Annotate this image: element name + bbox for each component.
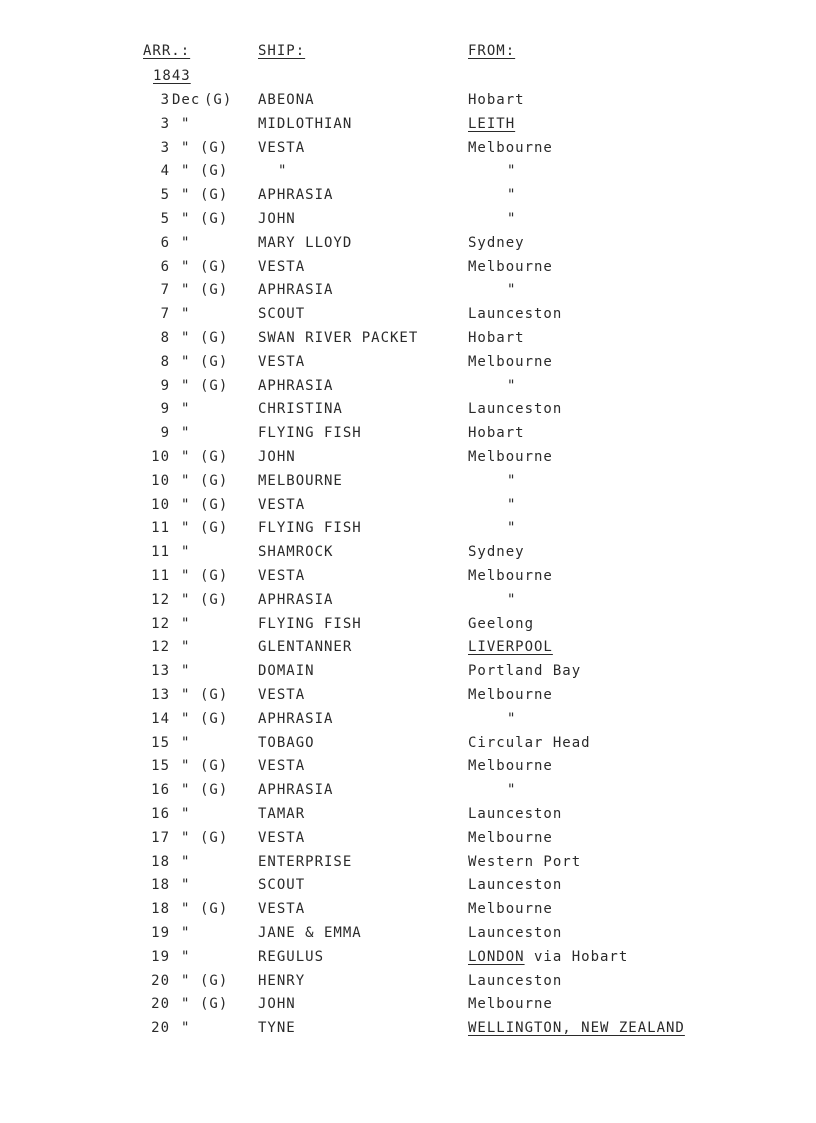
arrival-day: 5 [160,211,170,227]
origin-port [468,257,553,277]
origin-port-name: " [507,211,517,227]
origin-port-name: Launceston [468,306,563,323]
origin-port [468,852,581,872]
origin-port-name: " [507,472,517,489]
ship-name: APHRASIA [258,710,334,727]
arrival-day: 11 [151,568,170,584]
ship-name: HENRY [258,972,306,989]
arrival-row [0,1018,816,1042]
arrival-month: " [181,687,191,703]
arrival-month: " [181,544,191,561]
origin-port-name: Launceston [468,877,563,894]
origin-port [507,209,516,229]
arrival-day: 12 [151,639,170,656]
arrival-row [0,257,816,281]
origin-port [468,304,562,324]
government-flag: (G) [200,187,229,204]
origin-port-name: Melbourne [468,353,553,370]
arrival-month: " [181,211,191,227]
government-flag: (G) [200,710,229,727]
ship-name: VESTA [258,258,306,275]
arrival-day: 12 [151,615,170,632]
arrival-day: 9 [160,425,170,442]
government-flag: (G) [200,568,229,584]
government-flag: (G) [200,996,229,1013]
government-flag: (G) [204,92,233,108]
arrival-row [0,161,816,185]
arrival-month: " [181,925,191,941]
origin-port-name: " [507,782,517,799]
ship-name: MARY LLOYD [258,234,353,251]
arrival-month: " [181,139,191,156]
origin-port [468,1018,685,1038]
origin-port [468,971,562,991]
arrival-month: " [181,425,191,442]
arrival-row [0,637,816,661]
origin-port-name: LIVERPOOL [468,639,553,656]
origin-port [468,875,562,895]
arrival-day: 18 [151,901,170,918]
arrival-day: 14 [151,710,170,727]
arrival-day: 20 [151,1020,170,1037]
origin-port [468,804,562,824]
origin-port [468,685,553,705]
origin-port [507,709,516,729]
origin-port [468,328,525,348]
origin-port [507,376,516,396]
arrival-row [0,899,816,923]
ship-name: SHAMROCK [258,544,334,561]
arrival-day: 16 [151,806,170,822]
origin-port-name: WELLINGTON, NEW ZEALAND [468,1020,685,1037]
arrival-row [0,233,816,257]
arrival-month: " [181,758,191,775]
origin-port [468,352,553,372]
arrival-row [0,185,816,209]
government-flag: (G) [200,258,229,275]
origin-port-name: " [507,377,517,394]
arrival-month: " [181,972,191,989]
origin-port [507,185,516,205]
government-flag: (G) [200,520,229,537]
origin-port-name: Hobart [468,425,525,442]
origin-port-name: Launceston [468,925,563,941]
ship-name: DOMAIN [258,663,315,680]
origin-port-name: " [507,187,517,204]
origin-port-name: Sydney [468,544,525,561]
ship-name: ENTERPRISE [258,853,353,870]
arrival-month: " [181,568,191,584]
origin-port-name: Launceston [468,972,563,989]
origin-port-name: LEITH [468,115,516,132]
origin-port-name: Melbourne [468,449,553,465]
arrival-row [0,495,816,519]
arrival-month: " [181,449,191,465]
arrival-row [0,661,816,685]
arrival-month: " [181,1020,191,1037]
arrival-row [0,304,816,328]
arrival-row [0,328,816,352]
arrival-row [0,756,816,780]
arrival-day: 6 [160,234,170,251]
arrival-row [0,447,816,471]
arrival-row [0,852,816,876]
arrival-month: " [181,877,191,894]
origin-port [468,138,553,158]
origin-port-name: " [507,496,517,513]
arrival-row [0,280,816,304]
origin-port [468,423,525,443]
arrival-month: " [181,306,191,323]
arrival-day: 11 [151,544,170,561]
government-flag: (G) [200,377,229,394]
origin-port [468,828,553,848]
ship-name: JANE & EMMA [258,925,362,941]
arrival-month: " [181,163,191,180]
arrival-month: " [181,377,191,394]
arrival-row [0,209,816,233]
ship-name: GLENTANNER [258,639,353,656]
arrival-row [0,994,816,1018]
arrival-day: 9 [160,401,170,418]
arrival-month: " [181,710,191,727]
arrival-row [0,90,816,114]
ship-name: VESTA [258,353,306,370]
origin-port-name: Sydney [468,234,525,251]
arrival-month: " [181,282,191,299]
origin-port-name: Melbourne [468,687,553,703]
origin-port [468,756,553,776]
ship-name: CHRISTINA [258,401,343,418]
arrival-day: 3 [160,139,170,156]
arrival-month: " [181,330,191,346]
arrival-month: " [181,806,191,822]
government-flag: (G) [200,211,229,227]
ship-name: VESTA [258,758,306,775]
origin-port-name: " [507,520,517,537]
arrival-row [0,352,816,376]
ship-name: MELBOURNE [258,472,343,489]
ship-name: VESTA [258,829,306,846]
arrival-row [0,804,816,828]
ship-name: VESTA [258,139,306,156]
arrival-day: 8 [160,330,170,346]
origin-port [507,161,516,181]
ship-name: VESTA [258,496,306,513]
government-flag: (G) [200,758,229,775]
arrival-row [0,590,816,614]
arrival-day: 20 [151,972,170,989]
government-flag: (G) [200,163,229,180]
origin-port-name: Melbourne [468,829,553,846]
arrival-day: 5 [160,187,170,204]
arrival-day: 10 [151,496,170,513]
origin-port-name: " [507,591,517,608]
arrival-day: 18 [151,853,170,870]
arrival-month: " [181,996,191,1013]
arrival-day: 15 [151,758,170,775]
arrival-row [0,947,816,971]
ship-name: JOHN [258,449,296,465]
arrival-day: 4 [160,163,170,180]
arrival-month: " [181,234,191,251]
ship-name: FLYING FISH [258,520,362,537]
arrival-row [0,614,816,638]
arrival-month: " [181,901,191,918]
arrival-month: " [181,591,191,608]
arrival-row [0,923,816,947]
arrival-row [0,733,816,757]
arrival-day: 19 [151,948,170,965]
origin-port [468,90,525,110]
arrival-row [0,566,816,590]
origin-port-name: LONDON [468,948,525,965]
year-label: 1843 [153,68,191,84]
arrival-day: 10 [151,449,170,465]
ship-column-header: SHIP: [258,43,306,59]
origin-port-name: " [507,282,517,299]
ship-name: FLYING FISH [258,615,362,632]
arrival-day: 13 [151,663,170,680]
ship-name: JOHN [258,211,296,227]
ship-name: APHRASIA [258,187,334,204]
origin-port [468,947,628,967]
arrival-day: 13 [151,687,170,703]
ship-name: SWAN RIVER PACKET [258,330,419,346]
origin-port [468,399,562,419]
origin-port-via: via Hobart [524,948,629,965]
arrival-day: 17 [151,829,170,846]
origin-port-name: " [507,710,517,727]
origin-port-name: Circular Head [468,734,591,751]
ship-name: VESTA [258,687,306,703]
ship-name: APHRASIA [258,282,334,299]
arrival-month: " [181,734,191,751]
origin-port [468,923,562,943]
government-flag: (G) [200,449,229,465]
arrival-day: 7 [160,282,170,299]
arrival-row [0,828,816,852]
arrival-row [0,114,816,138]
ship-name: VESTA [258,901,306,918]
arrival-row [0,138,816,162]
origin-port [468,994,553,1014]
arrival-row [0,685,816,709]
arrival-month: " [181,187,191,204]
arrival-month: " [181,472,191,489]
arrival-row [0,971,816,995]
origin-port [468,899,553,919]
arrival-month: " [181,829,191,846]
origin-port [468,637,553,657]
arrival-day: 16 [151,782,170,799]
arrival-row [0,376,816,400]
origin-port-name: Melbourne [468,901,553,918]
arrival-day: 18 [151,877,170,894]
ship-name: ABEONA [258,92,315,108]
origin-port-name: Hobart [468,92,525,108]
government-flag: (G) [200,591,229,608]
ship-name: APHRASIA [258,377,334,394]
origin-port [507,518,516,538]
government-flag: (G) [200,829,229,846]
origin-port-name: Geelong [468,615,535,632]
government-flag: (G) [200,972,229,989]
origin-port [468,233,525,253]
arrival-month: " [181,639,191,656]
origin-port [468,542,525,562]
ship-name: SCOUT [258,306,306,323]
origin-port [468,447,553,467]
from-column-header: FROM: [468,43,516,59]
origin-port-name: Launceston [468,401,563,418]
arrival-day: 20 [151,996,170,1013]
arrival-row [0,875,816,899]
origin-port [468,661,581,681]
arrival-day: 6 [160,258,170,275]
arrival-row [0,518,816,542]
ship-name: JOHN [258,996,296,1013]
origin-port-name: Melbourne [468,996,553,1013]
origin-port-name: Launceston [468,806,563,822]
arrival-day: 15 [151,734,170,751]
origin-port [468,566,553,586]
arrival-column-header: ARR.: [143,43,191,59]
arrival-day: 8 [160,353,170,370]
arrival-row [0,542,816,566]
ship-name: TYNE [258,1020,296,1037]
arrival-month: " [181,948,191,965]
ship-name: " [278,163,288,180]
arrival-day: 11 [151,520,170,537]
government-flag: (G) [200,330,229,346]
government-flag: (G) [200,282,229,299]
ship-name: SCOUT [258,877,306,894]
origin-port [507,280,516,300]
ship-name: TOBAGO [258,734,315,751]
government-flag: (G) [200,782,229,799]
arrival-row [0,780,816,804]
arrival-row [0,423,816,447]
origin-port [468,114,515,134]
arrival-row [0,709,816,733]
origin-port [507,590,516,610]
ship-name: TAMAR [258,806,306,822]
arrival-day: 12 [151,591,170,608]
government-flag: (G) [200,687,229,703]
ship-name: VESTA [258,568,306,584]
arrival-month: " [181,496,191,513]
arrival-month: " [181,663,191,680]
arrival-month: Dec [172,92,201,108]
arrival-month: " [181,258,191,275]
origin-port-name: Melbourne [468,139,553,156]
origin-port [507,495,516,515]
arrival-month: " [181,782,191,799]
government-flag: (G) [200,353,229,370]
ship-name: FLYING FISH [258,425,362,442]
origin-port-name: Melbourne [468,258,553,275]
ship-name: APHRASIA [258,591,334,608]
ship-name: MIDLOTHIAN [258,115,353,132]
arrival-day: 3 [160,115,170,132]
arrival-month: " [181,615,191,632]
government-flag: (G) [200,139,229,156]
arrival-month: " [181,353,191,370]
arrival-day: 9 [160,377,170,394]
arrival-row [0,471,816,495]
arrival-day: 3 [160,92,170,108]
government-flag: (G) [200,901,229,918]
arrival-month: " [181,115,191,132]
origin-port-name: Melbourne [468,758,553,775]
origin-port-name: Melbourne [468,568,553,584]
arrival-month: " [181,520,191,537]
arrival-row [0,399,816,423]
origin-port-name: Hobart [468,330,525,346]
origin-port-name: " [507,163,517,180]
origin-port-name: Western Port [468,853,582,870]
arrival-month: " [181,401,191,418]
ship-name: REGULUS [258,948,325,965]
arrival-day: 10 [151,472,170,489]
government-flag: (G) [200,472,229,489]
arrival-month: " [181,853,191,870]
government-flag: (G) [200,496,229,513]
arrival-day: 19 [151,925,170,941]
origin-port [468,733,591,753]
origin-port-name: Portland Bay [468,663,582,680]
origin-port [468,614,534,634]
arrival-day: 7 [160,306,170,323]
origin-port [507,780,516,800]
origin-port [507,471,516,491]
ship-name: APHRASIA [258,782,334,799]
